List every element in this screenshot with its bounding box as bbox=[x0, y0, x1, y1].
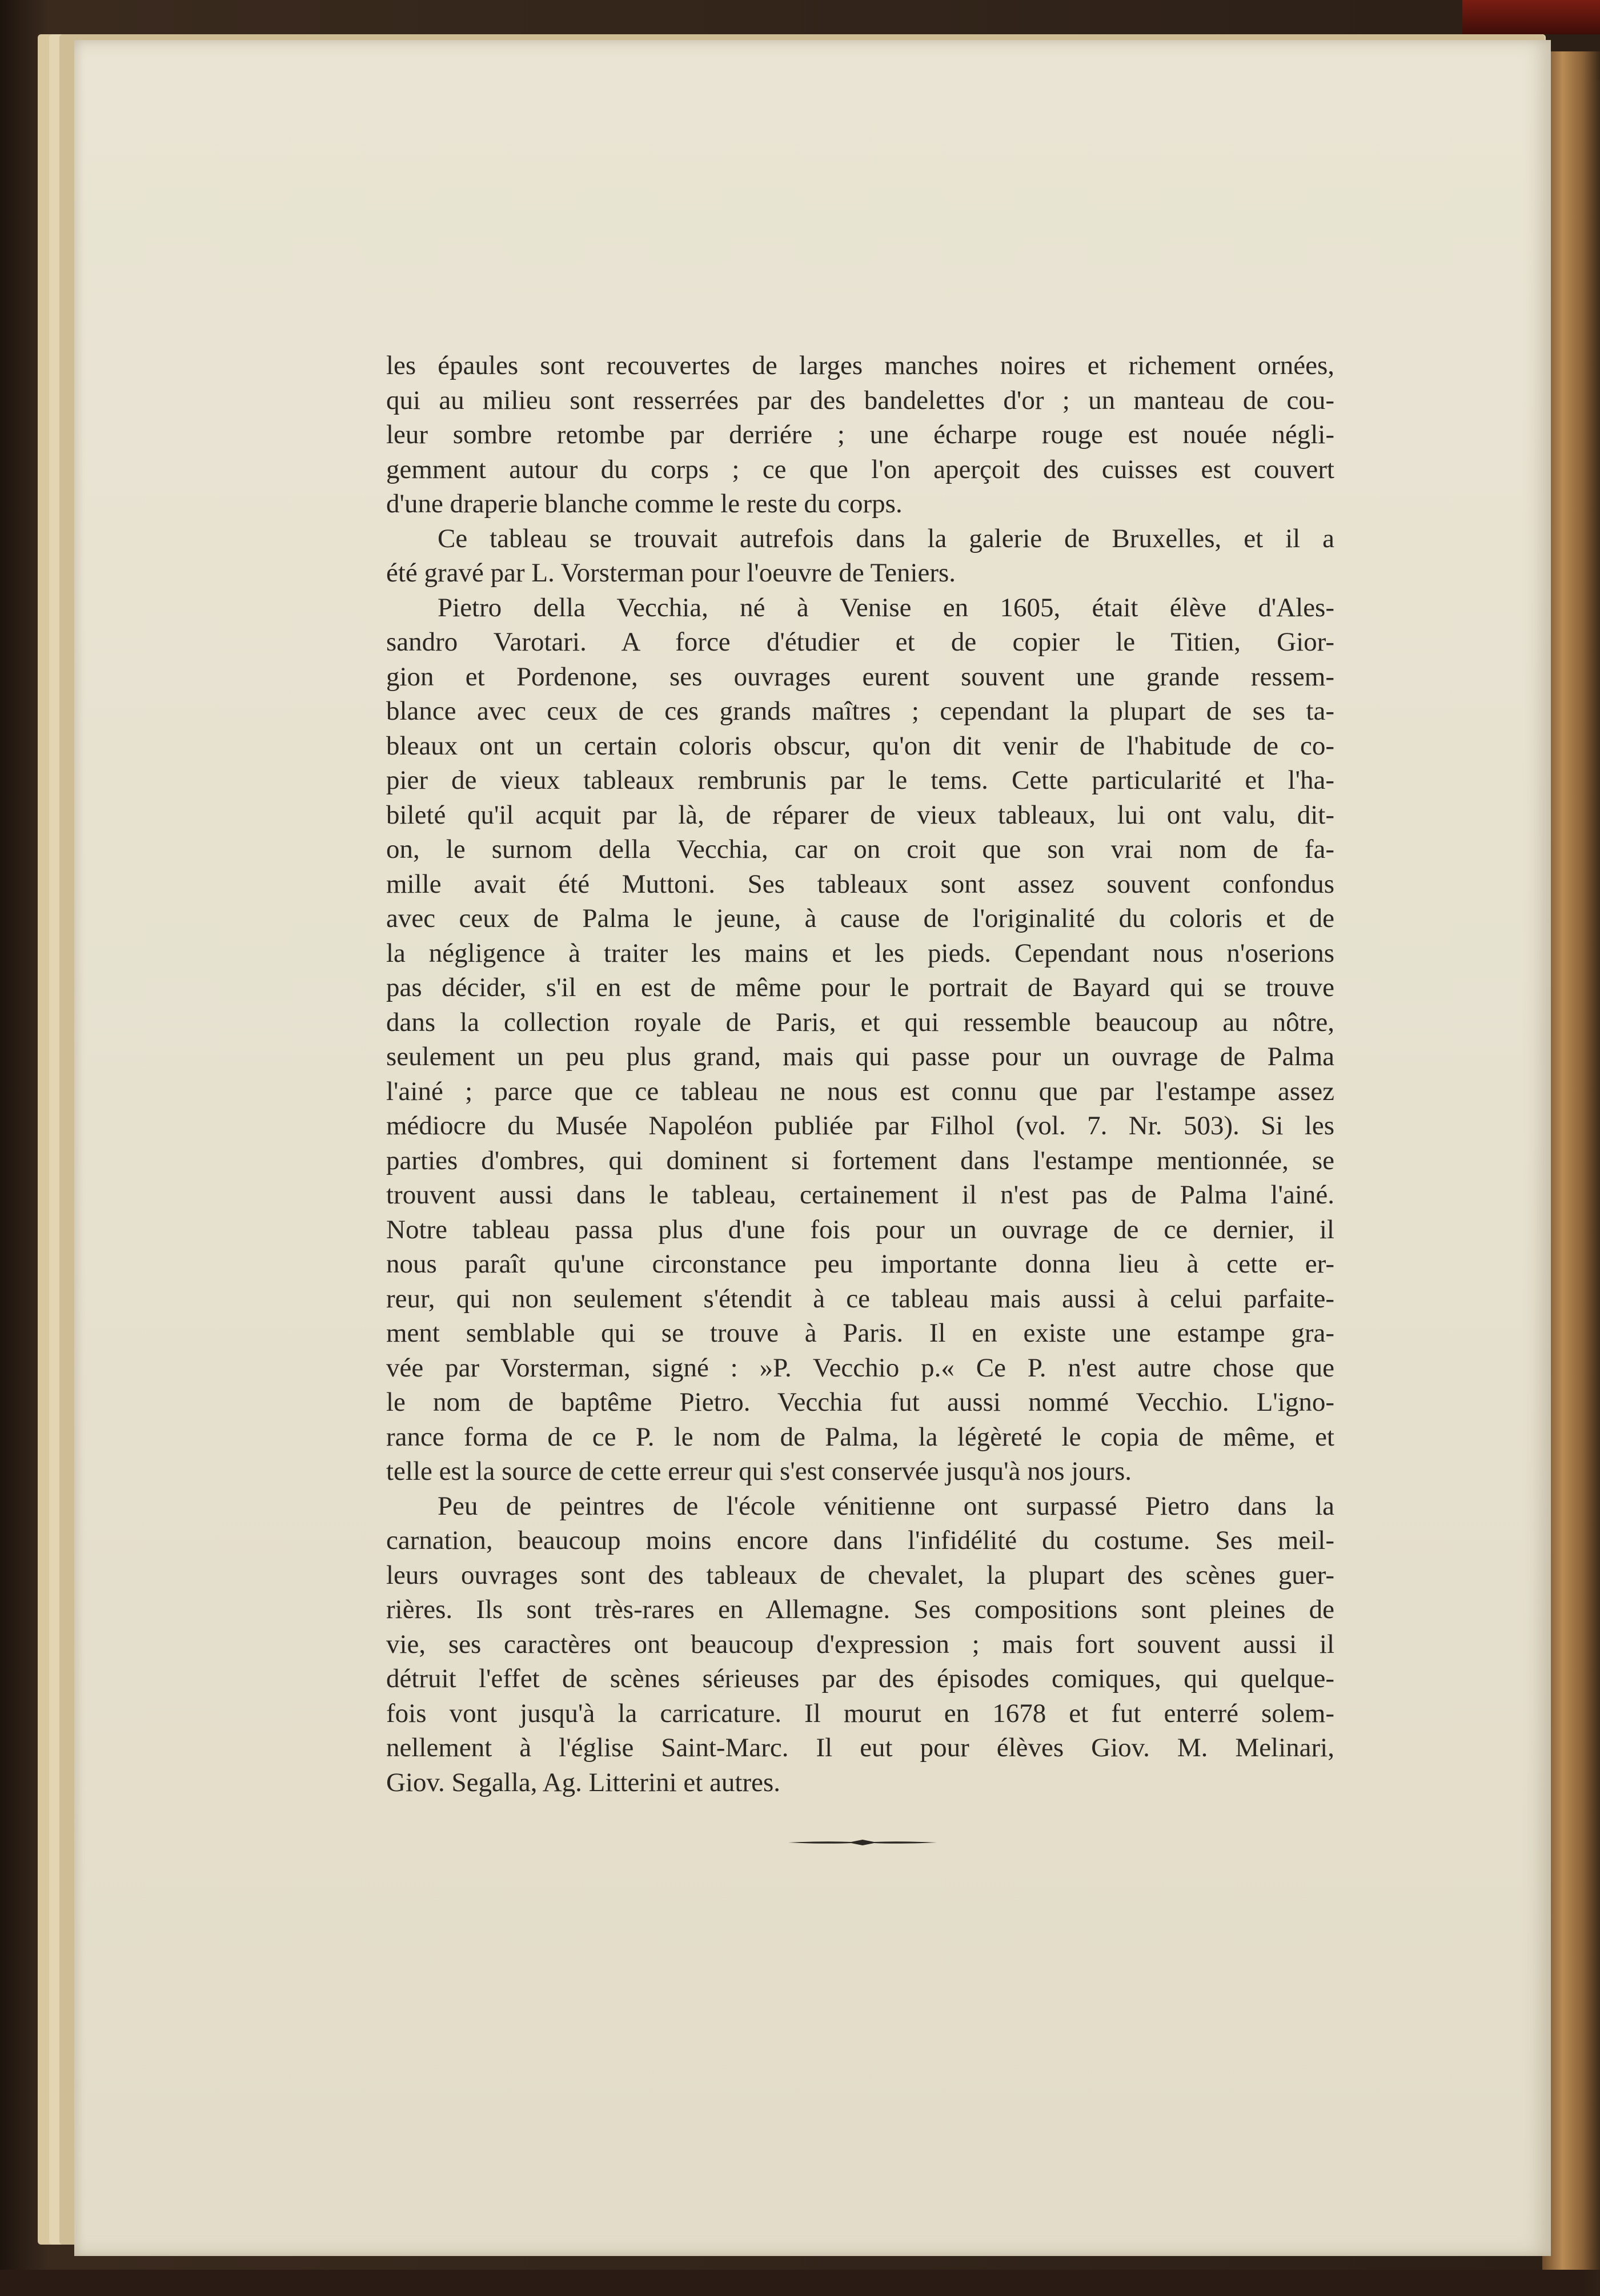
text-line: seulement un peu plus grand, mais qui passe pour un ouvrage de Palma bbox=[386, 1042, 1334, 1071]
text-line: été gravé par L. Vorsterman pour l'oeuvre de Teniers. bbox=[386, 558, 956, 588]
paragraph bbox=[386, 521, 1334, 591]
page-text-block bbox=[386, 348, 1334, 1800]
text-line: nous paraît qu'une circonstance peu importante donna lieu à cette er- bbox=[386, 1249, 1334, 1279]
text-line: pas décider, s'il en est de même pour le portrait de Bayard qui se trouve bbox=[386, 973, 1334, 1002]
text-line: blance avec ceux de ces grands maîtres ; cependant la plupart de ses ta- bbox=[386, 696, 1334, 726]
text-line: parties d'ombres, qui dominent si fortement dans l'estampe mentionnée, se bbox=[386, 1145, 1334, 1175]
text-line: trouvent aussi dans le tableau, certainement il n'est pas de Palma l'ainé. bbox=[386, 1180, 1334, 1210]
text-line: Pietro della Vecchia, né à Venise en 1605, était élève d'Ales- bbox=[438, 592, 1334, 623]
paragraph bbox=[386, 348, 1334, 521]
text-line: Peu de peintres de l'école vénitienne ont surpassé Pietro dans la bbox=[438, 1491, 1334, 1521]
text-line: vée par Vorsterman, signé : »P. Vecchio p.« Ce P. n'est autre chose que bbox=[386, 1352, 1334, 1383]
text-line: le nom de baptême Pietro. Vecchia fut aussi nommé Vecchio. L'igno- bbox=[386, 1387, 1334, 1417]
text-line: pier de vieux tableaux rembrunis par le tems. Cette particularité et l'ha- bbox=[386, 765, 1334, 795]
text-line: sandro Varotari. A force d'étudier et de copier le Titien, Gior- bbox=[386, 627, 1334, 657]
text-line: carnation, beaucoup moins encore dans l'infidélité du costume. Ses meil- bbox=[386, 1526, 1334, 1555]
page-gutter-shadow bbox=[1582, 80, 1600, 2296]
text-line: Giov. Segalla, Ag. Litterini et autres. bbox=[386, 1767, 781, 1797]
text-line: gion et Pordenone, ses ouvrages eurent souvent une grande ressem- bbox=[386, 661, 1334, 692]
text-line: dans la collection royale de Paris, et qui ressemble beaucoup au nôtre, bbox=[386, 1007, 1334, 1037]
end-ornament-rule bbox=[788, 1838, 937, 1847]
text-line: avec ceux de Palma le jeune, à cause de l'originalité du coloris et de bbox=[386, 904, 1334, 933]
text-line: reur, qui non seulement s'étendit à ce tableau mais aussi à celui parfaite- bbox=[386, 1283, 1334, 1314]
text-line: telle est la source de cette erreur qui s'est conservée jusqu'à nos jours. bbox=[386, 1456, 1132, 1486]
text-line: d'une draperie blanche comme le reste du corps. bbox=[386, 489, 903, 519]
text-line: l'ainé ; parce que ce tableau ne nous est connu que par l'estampe assez bbox=[386, 1076, 1334, 1106]
text-line: gemment autour du corps ; ce que l'on aperçoit des cuisses est couvert bbox=[386, 454, 1334, 484]
text-line: bleaux ont un certain coloris obscur, qu'on dit venir de l'habitude de co- bbox=[386, 730, 1334, 761]
text-line: leur sombre retombe par derriére ; une écharpe rouge est nouée négli- bbox=[386, 420, 1334, 449]
text-line: leurs ouvrages sont des tableaux de chevalet, la plupart des scènes guer- bbox=[386, 1560, 1334, 1590]
text-line: la négligence à traiter les mains et les pieds. Cependant nous n'oserions bbox=[386, 938, 1334, 968]
text-line: détruit l'effet de scènes sérieuses par des épisodes comiques, qui quelque- bbox=[386, 1664, 1334, 1693]
text-line: rance forma de ce P. le nom de Palma, la légèreté le copia de même, et bbox=[386, 1422, 1334, 1452]
text-line: mille avait été Muttoni. Ses tableaux sont assez souvent confondus bbox=[386, 869, 1334, 899]
text-line: rières. Ils sont très-rares en Allemagne. Ses compositions sont pleines de bbox=[386, 1595, 1334, 1624]
paragraph bbox=[386, 591, 1334, 1489]
paragraph bbox=[386, 1489, 1334, 1800]
text-line: médiocre du Musée Napoléon publiée par Filhol (vol. 7. Nr. 503). Si les bbox=[386, 1111, 1334, 1141]
text-line: bileté qu'il acquit par là, de réparer de vieux tableaux, lui ont valu, dit- bbox=[386, 800, 1334, 830]
text-line: nellement à l'église Saint-Marc. Il eut pour élèves Giov. M. Melinari, bbox=[386, 1733, 1334, 1763]
text-line: Ce tableau se trouvait autrefois dans la galerie de Bruxelles, et il a bbox=[438, 523, 1334, 553]
text-line: Notre tableau passa plus d'une fois pour un ouvrage de ce dernier, il bbox=[386, 1214, 1334, 1245]
text-line: on, le surnom della Vecchia, car on croit que son vrai nom de fa- bbox=[386, 834, 1334, 864]
text-line: fois vont jusqu'à la carricature. Il mourut en 1678 et fut enterré solem- bbox=[386, 1698, 1334, 1728]
text-line: qui au milieu sont resserrées par des bandelettes d'or ; un manteau de cou- bbox=[386, 385, 1334, 415]
book-binding-top bbox=[1462, 0, 1600, 34]
text-line: les épaules sont recouvertes de larges manches noires et richement ornées, bbox=[386, 351, 1334, 380]
text-line: vie, ses caractères ont beaucoup d'expression ; mais fort souvent aussi il bbox=[386, 1629, 1334, 1659]
text-line: ment semblable qui se trouve à Paris. Il en existe une estampe gra- bbox=[386, 1318, 1334, 1348]
